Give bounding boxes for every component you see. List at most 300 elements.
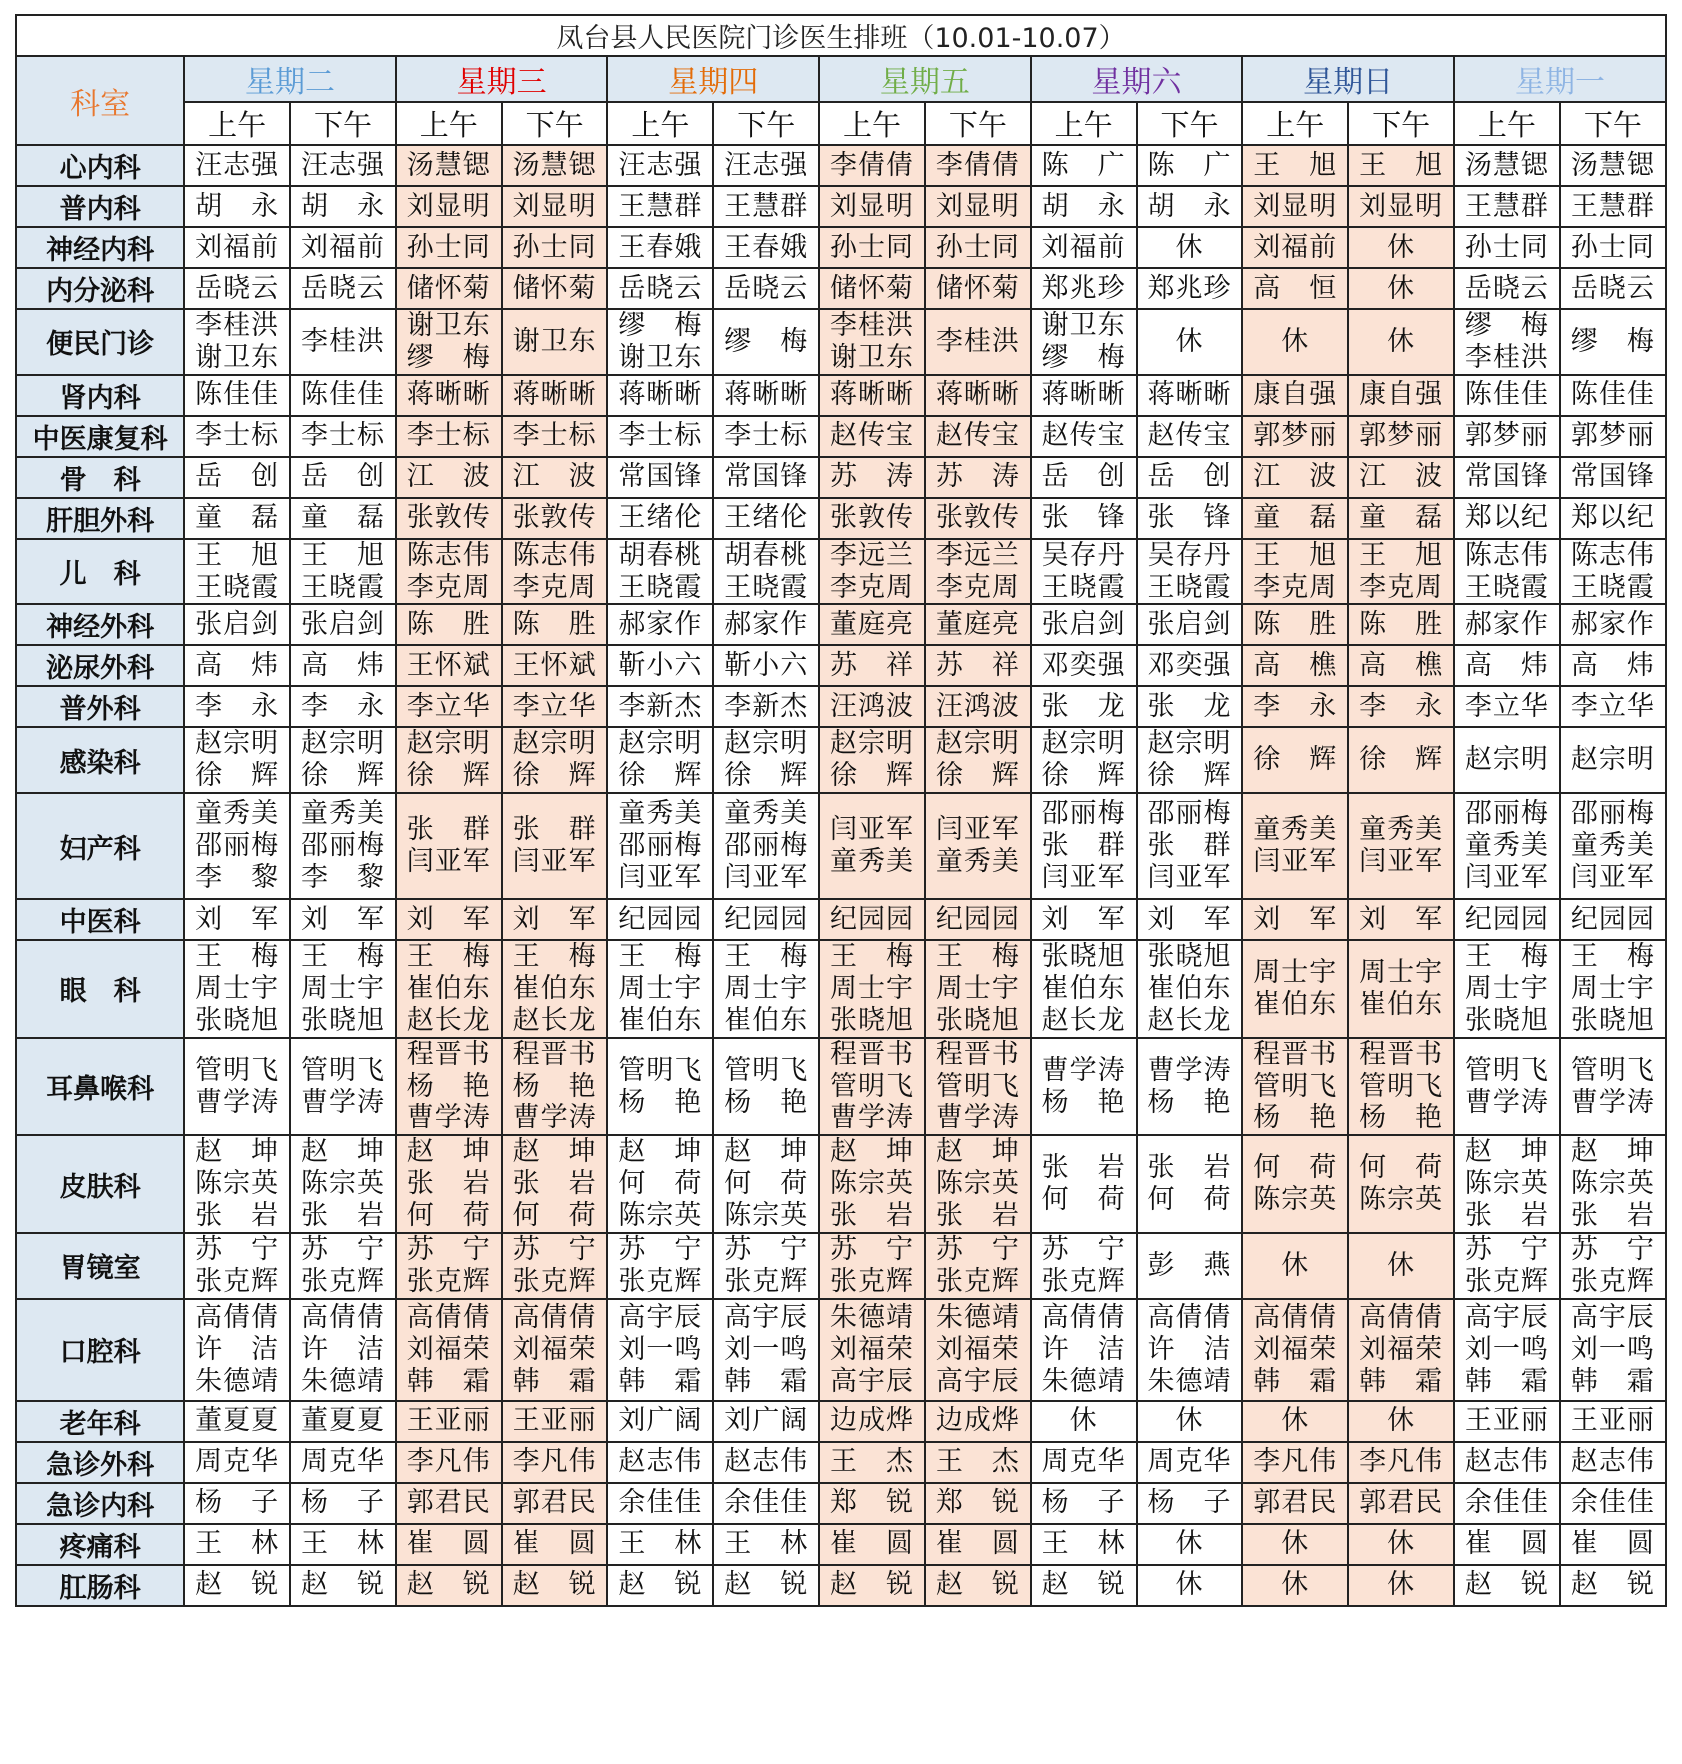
doctor-name: 管明飞 xyxy=(1253,1070,1338,1102)
schedule-cell xyxy=(819,498,925,539)
schedule-cell xyxy=(396,1135,502,1233)
schedule-cell xyxy=(184,539,290,605)
schedule-cell xyxy=(819,1299,925,1401)
doctor-name: 王 林 xyxy=(195,1528,280,1560)
doctor-name: 边成烨 xyxy=(830,1405,915,1437)
schedule-cell xyxy=(1137,1442,1243,1483)
doctor-name: 赵 坤 xyxy=(1464,1136,1549,1168)
doctor-name: 赵 锐 xyxy=(1570,1569,1655,1601)
schedule-cell xyxy=(396,1483,502,1524)
doctor-name: 蒋晰晰 xyxy=(724,379,809,411)
schedule-cell xyxy=(1454,539,1560,605)
dept-name: 骨 科 xyxy=(16,457,184,498)
doctor-name: 董庭亮 xyxy=(830,609,915,640)
doctor-name: 程晋书 xyxy=(1253,1038,1338,1070)
schedule-cell xyxy=(502,1135,608,1233)
schedule-cell xyxy=(290,539,396,605)
schedule-cell xyxy=(1560,1038,1666,1136)
afternoon-header: 下午 xyxy=(925,102,1031,145)
doctor-name: 江 波 xyxy=(406,461,491,493)
doctor-name: 岳晓云 xyxy=(618,272,703,304)
doctor-name: 管明飞 xyxy=(300,1054,385,1086)
table-row xyxy=(16,793,1666,899)
schedule-cell xyxy=(1137,793,1243,899)
schedule-cell xyxy=(1031,145,1137,186)
doctor-name: 高 樵 xyxy=(1253,650,1338,681)
doctor-name: 休 xyxy=(1387,1249,1416,1281)
doctor-name: 孙士同 xyxy=(406,231,491,263)
schedule-cell xyxy=(1454,899,1560,940)
doctor-name: 童秀美 xyxy=(618,798,703,830)
doctor-name: 边成烨 xyxy=(935,1405,1020,1437)
doctor-name: 纪园园 xyxy=(618,903,703,935)
doctor-name: 许 洁 xyxy=(1147,1333,1232,1365)
schedule-cell xyxy=(819,145,925,186)
schedule-cell xyxy=(184,686,290,727)
schedule-cell xyxy=(1137,186,1243,227)
doctor-name: 曹学涛 xyxy=(512,1102,597,1134)
schedule-cell xyxy=(819,268,925,309)
schedule-cell xyxy=(290,186,396,227)
doctor-name: 闫亚军 xyxy=(1041,862,1126,894)
dept-name: 口腔科 xyxy=(16,1299,184,1401)
table-row xyxy=(16,1299,1666,1401)
doctor-name: 张克辉 xyxy=(1570,1265,1655,1297)
dept-name: 泌尿外科 xyxy=(16,645,184,686)
schedule-cell xyxy=(819,1135,925,1233)
doctor-name: 赵 锐 xyxy=(1464,1569,1549,1601)
dept-name: 普外科 xyxy=(16,686,184,727)
doctor-name: 王亚丽 xyxy=(1570,1405,1655,1437)
schedule-cell xyxy=(607,645,713,686)
doctor-name: 张敦传 xyxy=(830,502,915,534)
doctor-name: 王绪伦 xyxy=(618,502,703,534)
doctor-name: 江 波 xyxy=(512,461,597,493)
doctor-name: 休 xyxy=(1175,1569,1204,1601)
doctor-name: 崔 圆 xyxy=(1570,1528,1655,1560)
doctor-name: 王慧群 xyxy=(618,190,703,222)
doctor-name: 蒋晰晰 xyxy=(830,379,915,411)
doctor-name: 何 荷 xyxy=(1147,1184,1232,1216)
doctor-name: 徐 辉 xyxy=(195,760,280,792)
schedule-cell xyxy=(713,268,819,309)
schedule-cell xyxy=(396,727,502,793)
schedule-cell xyxy=(925,1524,1031,1565)
schedule-cell xyxy=(819,1038,925,1136)
doctor-name: 常国锋 xyxy=(618,461,703,493)
schedule-cell xyxy=(396,1233,502,1299)
doctor-name: 吴存丹 xyxy=(1041,539,1126,571)
doctor-name: 陈 胜 xyxy=(406,609,491,640)
schedule-cell xyxy=(713,1565,819,1606)
schedule-cell xyxy=(925,645,1031,686)
schedule-cell xyxy=(184,604,290,645)
doctor-name: 朱德靖 xyxy=(1147,1365,1232,1397)
doctor-name: 张克辉 xyxy=(512,1265,597,1297)
schedule-cell xyxy=(1454,1565,1560,1606)
dept-name: 内分泌科 xyxy=(16,268,184,309)
schedule-cell xyxy=(1242,1401,1348,1442)
doctor-name: 缪 梅 xyxy=(724,325,809,357)
schedule-cell xyxy=(713,793,819,899)
doctor-name: 谢卫东 xyxy=(512,325,597,357)
doctor-name: 邵丽梅 xyxy=(1464,798,1549,830)
doctor-name: 李立华 xyxy=(512,691,597,722)
doctor-name: 谢卫东 xyxy=(1041,310,1126,341)
doctor-name: 李克周 xyxy=(1253,571,1338,603)
doctor-name: 张克辉 xyxy=(1041,1265,1126,1297)
doctor-name: 陈宗英 xyxy=(195,1168,280,1200)
schedule-cell xyxy=(396,416,502,457)
doctor-name: 赵宗明 xyxy=(1041,728,1126,760)
doctor-name: 徐 辉 xyxy=(618,760,703,792)
doctor-name: 刘显明 xyxy=(1359,190,1444,222)
doctor-name: 张 岩 xyxy=(1041,1152,1126,1184)
schedule-cell xyxy=(1348,940,1454,1038)
doctor-name: 储怀菊 xyxy=(935,272,1020,304)
schedule-cell xyxy=(1137,268,1243,309)
schedule-cell xyxy=(819,416,925,457)
schedule-cell xyxy=(607,1442,713,1483)
doctor-name: 赵 锐 xyxy=(406,1569,491,1601)
doctor-name: 苏 宁 xyxy=(512,1234,597,1266)
half-day-header-row xyxy=(16,102,1666,145)
day-header: 星期一 xyxy=(1454,56,1666,102)
doctor-name: 闫亚军 xyxy=(1253,846,1338,878)
schedule-cell xyxy=(1242,1038,1348,1136)
doctor-name: 杨 艳 xyxy=(724,1086,809,1118)
doctor-name: 周士宇 xyxy=(300,973,385,1005)
doctor-name: 赵 坤 xyxy=(618,1136,703,1168)
doctor-name: 陈 胜 xyxy=(1359,609,1444,640)
afternoon-header: 下午 xyxy=(1137,102,1243,145)
schedule-cell xyxy=(1560,1442,1666,1483)
schedule-cell xyxy=(1242,940,1348,1038)
doctor-name: 王 梅 xyxy=(830,941,915,973)
table-row xyxy=(16,539,1666,605)
doctor-name: 缪 梅 xyxy=(618,310,703,341)
doctor-name: 李 永 xyxy=(195,691,280,722)
schedule-cell xyxy=(925,375,1031,416)
doctor-name: 许 洁 xyxy=(1041,1333,1126,1365)
doctor-name: 李 黎 xyxy=(300,862,385,894)
doctor-name: 休 xyxy=(1387,1569,1416,1601)
doctor-name: 余佳佳 xyxy=(1570,1487,1655,1519)
doctor-name: 董夏夏 xyxy=(300,1405,385,1437)
schedule-cell xyxy=(1560,899,1666,940)
schedule-cell xyxy=(396,1565,502,1606)
doctor-name: 李桂洪 xyxy=(935,325,1020,357)
schedule-cell xyxy=(713,604,819,645)
doctor-name: 许 洁 xyxy=(195,1333,280,1365)
schedule-cell xyxy=(1137,309,1243,375)
doctor-name: 张 岩 xyxy=(512,1168,597,1200)
doctor-name: 赵 坤 xyxy=(935,1136,1020,1168)
schedule-cell xyxy=(607,604,713,645)
schedule-cell xyxy=(1242,145,1348,186)
doctor-name: 谢卫东 xyxy=(406,310,491,341)
schedule-cell xyxy=(1242,186,1348,227)
doctor-name: 赵 坤 xyxy=(1570,1136,1655,1168)
schedule-cell xyxy=(1137,539,1243,605)
doctor-name: 管明飞 xyxy=(935,1070,1020,1102)
doctor-name: 胡 永 xyxy=(1041,190,1126,222)
doctor-name: 赵 坤 xyxy=(406,1136,491,1168)
schedule-cell xyxy=(1454,1135,1560,1233)
schedule-cell xyxy=(502,498,608,539)
schedule-cell xyxy=(1454,186,1560,227)
schedule-cell xyxy=(1137,457,1243,498)
schedule-cell xyxy=(607,186,713,227)
doctor-name: 孙士同 xyxy=(1570,231,1655,263)
schedule-cell xyxy=(502,1565,608,1606)
doctor-name: 胡 永 xyxy=(1147,190,1232,222)
schedule-cell xyxy=(1454,375,1560,416)
schedule-cell xyxy=(1348,1401,1454,1442)
doctor-name: 崔伯东 xyxy=(1253,988,1338,1020)
morning-header: 上午 xyxy=(1031,102,1137,145)
schedule-cell xyxy=(819,186,925,227)
schedule-cell xyxy=(925,727,1031,793)
dept-name: 中医康复科 xyxy=(16,416,184,457)
doctor-name: 高宇辰 xyxy=(618,1302,703,1334)
schedule-cell xyxy=(607,1565,713,1606)
doctor-name: 谢卫东 xyxy=(618,341,703,373)
schedule-cell xyxy=(502,1483,608,1524)
doctor-name: 杨 子 xyxy=(195,1487,280,1519)
schedule-cell xyxy=(184,309,290,375)
schedule-cell xyxy=(184,268,290,309)
schedule-cell xyxy=(184,727,290,793)
doctor-name: 陈宗英 xyxy=(830,1168,915,1200)
schedule-cell xyxy=(1560,940,1666,1038)
doctor-name: 崔伯东 xyxy=(406,973,491,1005)
doctor-name: 陈 胜 xyxy=(512,609,597,640)
schedule-cell xyxy=(713,309,819,375)
doctor-name: 管明飞 xyxy=(1570,1054,1655,1086)
doctor-name: 李新杰 xyxy=(724,691,809,722)
doctor-name: 高宇辰 xyxy=(935,1365,1020,1397)
dept-name: 肝胆外科 xyxy=(16,498,184,539)
schedule-cell xyxy=(184,645,290,686)
doctor-name: 赵宗明 xyxy=(724,728,809,760)
doctor-name: 李凡伟 xyxy=(406,1446,491,1478)
schedule-cell xyxy=(1560,375,1666,416)
schedule-cell xyxy=(1031,899,1137,940)
schedule-cell xyxy=(1560,145,1666,186)
doctor-name: 曹学涛 xyxy=(1041,1054,1126,1086)
doctor-name: 李士标 xyxy=(300,420,385,452)
schedule-cell xyxy=(396,899,502,940)
doctor-name: 彭 燕 xyxy=(1147,1249,1232,1281)
doctor-name: 休 xyxy=(1069,1405,1098,1437)
schedule-cell xyxy=(1031,1565,1137,1606)
doctor-name: 王 杰 xyxy=(830,1446,915,1478)
doctor-name: 刘福前 xyxy=(195,231,280,263)
doctor-name: 赵志伟 xyxy=(618,1446,703,1478)
doctor-name: 李桂洪 xyxy=(195,310,280,341)
dept-name: 眼 科 xyxy=(16,940,184,1038)
schedule-cell xyxy=(1560,727,1666,793)
doctor-name: 董夏夏 xyxy=(195,1405,280,1437)
doctor-name: 休 xyxy=(1175,325,1204,357)
schedule-cell xyxy=(819,686,925,727)
schedule-cell xyxy=(925,1442,1031,1483)
doctor-name: 李士标 xyxy=(406,420,491,452)
schedule-cell xyxy=(713,727,819,793)
doctor-name: 闫亚军 xyxy=(406,846,491,878)
schedule-cell xyxy=(1242,793,1348,899)
doctor-name: 闫亚军 xyxy=(512,846,597,878)
doctor-name: 闫亚军 xyxy=(724,862,809,894)
schedule-cell xyxy=(1454,1299,1560,1401)
doctor-name: 王晓霞 xyxy=(1147,571,1232,603)
schedule-cell xyxy=(1031,940,1137,1038)
schedule-cell xyxy=(607,268,713,309)
schedule-cell xyxy=(396,645,502,686)
doctor-name: 韩 霜 xyxy=(406,1365,491,1397)
schedule-cell xyxy=(290,793,396,899)
afternoon-header: 下午 xyxy=(502,102,608,145)
table-row xyxy=(16,899,1666,940)
schedule-cell xyxy=(819,1233,925,1299)
doctor-name: 刘福荣 xyxy=(830,1333,915,1365)
doctor-name: 王绪伦 xyxy=(724,502,809,534)
dept-name: 皮肤科 xyxy=(16,1135,184,1233)
morning-header: 上午 xyxy=(1242,102,1348,145)
schedule-cell xyxy=(184,498,290,539)
doctor-name: 李士标 xyxy=(724,420,809,452)
doctor-name: 岳 创 xyxy=(1147,461,1232,493)
doctor-name: 蒋晰晰 xyxy=(618,379,703,411)
doctor-name: 赵 锐 xyxy=(830,1569,915,1601)
doctor-name: 李立华 xyxy=(406,691,491,722)
doctor-name: 郑以纪 xyxy=(1464,502,1549,534)
schedule-cell xyxy=(184,375,290,416)
doctor-name: 何 荷 xyxy=(406,1200,491,1232)
doctor-name: 岳晓云 xyxy=(195,272,280,304)
doctor-name: 常国锋 xyxy=(724,461,809,493)
doctor-name: 何 荷 xyxy=(1359,1152,1444,1184)
doctor-name: 王 梅 xyxy=(512,941,597,973)
schedule-cell xyxy=(1031,227,1137,268)
doctor-name: 余佳佳 xyxy=(1464,1487,1549,1519)
doctor-name: 李立华 xyxy=(1570,691,1655,722)
table-row xyxy=(16,498,1666,539)
schedule-cell xyxy=(607,1038,713,1136)
schedule-cell xyxy=(925,145,1031,186)
schedule-cell xyxy=(502,1038,608,1136)
dept-name: 神经内科 xyxy=(16,227,184,268)
doctor-name: 苏 涛 xyxy=(935,461,1020,493)
doctor-name: 郭梦丽 xyxy=(1359,420,1444,452)
doctor-name: 杨 子 xyxy=(1147,1487,1232,1519)
schedule-cell xyxy=(713,186,819,227)
doctor-name: 曹学涛 xyxy=(1464,1086,1549,1118)
schedule-cell xyxy=(1242,1135,1348,1233)
schedule-cell xyxy=(396,1524,502,1565)
doctor-name: 储怀菊 xyxy=(406,272,491,304)
doctor-name: 徐 辉 xyxy=(1253,744,1338,776)
doctor-name: 张 岩 xyxy=(195,1200,280,1232)
schedule-cell xyxy=(1454,793,1560,899)
schedule-cell xyxy=(713,899,819,940)
doctor-name: 岳晓云 xyxy=(1464,272,1549,304)
schedule-cell xyxy=(1242,899,1348,940)
schedule-cell xyxy=(396,1401,502,1442)
doctor-name: 童秀美 xyxy=(1359,814,1444,846)
doctor-name: 赵志伟 xyxy=(724,1446,809,1478)
dept-name: 心内科 xyxy=(16,145,184,186)
doctor-name: 管明飞 xyxy=(618,1054,703,1086)
schedule-cell xyxy=(1242,498,1348,539)
doctor-name: 童秀美 xyxy=(935,846,1020,878)
schedule-cell xyxy=(1454,227,1560,268)
doctor-name: 王 林 xyxy=(618,1528,703,1560)
doctor-name: 张 龙 xyxy=(1147,691,1232,722)
doctor-name: 纪园园 xyxy=(830,903,915,935)
schedule-cell xyxy=(1348,1524,1454,1565)
schedule-cell xyxy=(290,145,396,186)
doctor-name: 高 樵 xyxy=(1359,650,1444,681)
schedule-cell xyxy=(502,899,608,940)
doctor-name: 崔伯东 xyxy=(1359,988,1444,1020)
doctor-name: 邵丽梅 xyxy=(724,830,809,862)
schedule-cell xyxy=(290,1038,396,1136)
schedule-cell xyxy=(1031,375,1137,416)
doctor-name: 郑 锐 xyxy=(935,1487,1020,1519)
doctor-name: 朱德靖 xyxy=(935,1302,1020,1334)
schedule-cell xyxy=(1348,1565,1454,1606)
schedule-cell xyxy=(1242,604,1348,645)
doctor-name: 汪志强 xyxy=(618,149,703,181)
schedule-cell xyxy=(607,1483,713,1524)
doctor-name: 王慧群 xyxy=(1464,190,1549,222)
day-header: 星期二 xyxy=(184,56,396,102)
doctor-name: 赵传宝 xyxy=(830,420,915,452)
schedule-cell xyxy=(1242,539,1348,605)
schedule-cell xyxy=(1031,1135,1137,1233)
schedule-cell xyxy=(396,1442,502,1483)
doctor-name: 王 旭 xyxy=(1253,539,1338,571)
doctor-name: 谢卫东 xyxy=(830,341,915,373)
schedule-cell xyxy=(290,1565,396,1606)
schedule-cell xyxy=(1560,1401,1666,1442)
doctor-name: 纪园园 xyxy=(724,903,809,935)
schedule-cell xyxy=(290,1442,396,1483)
schedule-cell xyxy=(1454,309,1560,375)
table-row xyxy=(16,227,1666,268)
schedule-cell xyxy=(713,1038,819,1136)
schedule-cell xyxy=(290,457,396,498)
doctor-name: 曹学涛 xyxy=(1570,1086,1655,1118)
schedule-cell xyxy=(290,604,396,645)
doctor-name: 李新杰 xyxy=(618,691,703,722)
doctor-name: 李远兰 xyxy=(935,539,1020,571)
doctor-name: 苏 宁 xyxy=(1464,1234,1549,1266)
doctor-name: 高宇辰 xyxy=(1570,1302,1655,1334)
doctor-name: 汪志强 xyxy=(724,149,809,181)
schedule-cell xyxy=(713,1135,819,1233)
doctor-name: 苏 涛 xyxy=(830,461,915,493)
doctor-name: 周克华 xyxy=(300,1446,385,1478)
doctor-name: 高 炜 xyxy=(195,650,280,681)
schedule-cell xyxy=(713,1442,819,1483)
schedule-cell xyxy=(1560,1565,1666,1606)
schedule-cell xyxy=(607,1299,713,1401)
schedule-cell xyxy=(819,793,925,899)
schedule-cell xyxy=(1348,186,1454,227)
